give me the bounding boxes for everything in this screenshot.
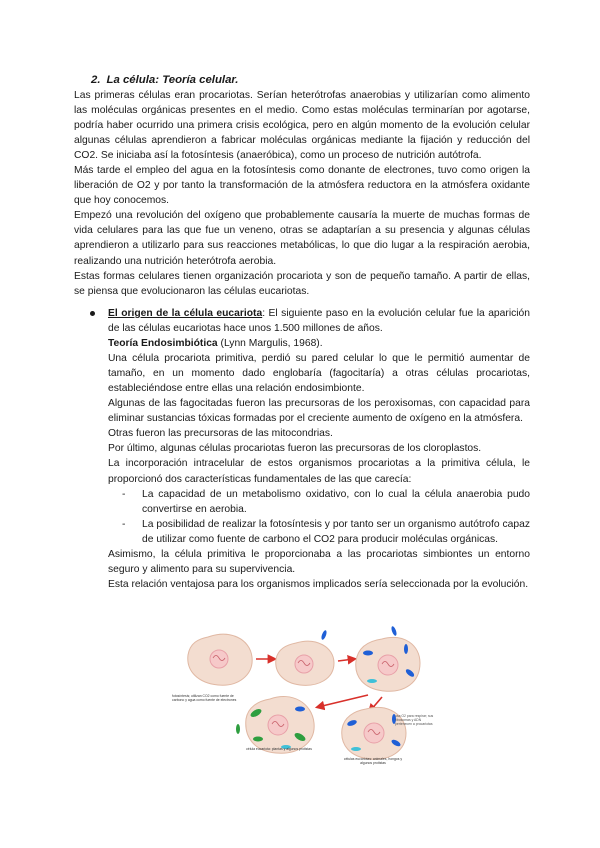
bullet-dot-icon [90,311,95,316]
bullet-item [90,306,530,592]
endosymbiosis-figure [168,625,434,775]
paragraph: Algunas de las fagocitadas fueron las precursoras de los peroxisomas, con capacidad para eliminar sustancias tóxicas formadas por el creciente aumento de oxígeno en la atmósfera. [108,398,530,425]
cell-engulfing [276,630,334,686]
list-item-text: La capacidad de un metabolismo oxidativo, con lo cual la célula anaerobia pudo convertirse en aerobia. [142,488,530,515]
list-item [108,517,530,547]
bullet-intro-text: : El siguiente paso en la evolución celular fue la aparición de las células eucariotas hace unos 1.500 millones de años. [108,308,530,335]
list-item-text: La posibilidad de realizar la fotosíntesis y por tanto ser un organismo autótrofo capaz de utilizar como fuente de carbono el CO2 para producir moléculas orgánicas. [142,518,530,545]
cell-primitive [188,634,252,685]
list-item [108,487,530,517]
paragraph: Estas formas celulares tienen organización procariota y son de pequeño tamaño. A partir de ellas, se piensa que evolucionaron las células eucariotas. [74,270,530,297]
paragraph: Por último, algunas células procariotas fueron las precursoras de los cloroplastos. [108,443,482,455]
theory-ref: (Lynn Margulis, 1968). [217,338,323,350]
dash-list [108,487,530,547]
section-heading [91,74,238,86]
arrow-3 [318,695,368,707]
paragraph: Empezó una revolución del oxígeno que probablemente causaría la muerte de muchas formas de vida celulares para las que fue un veneno, otras se adaptarían a su presencia y algunas células aprendieron a utilizarlo para sus reacciones metabólicas, lo que dio lugar a la respiración aerobia, realizando una nutrición heterótrofa aerobia. [74,210,530,267]
caption-bottom-right: células eucariotas: animales, hongos y algunos protistas [343,757,403,765]
cell-plant [236,696,314,753]
paragraph: Esta relación ventajosa para los organismos implicados sería seleccionada por la evolución. [108,578,529,590]
cell-with-mitochondria [356,626,420,692]
caption-bottom-left: célula eucariota: plantas y algunos protistas [246,747,312,751]
section-title: La célula: Teoría celular. [106,74,239,86]
bullet-eukaryote-origin [90,306,530,592]
caption-left: fotosíntesis; utilizan CO2 como fuente de carbono y agua como fuente de electrones [172,694,237,702]
paragraph: Asimismo, la célula primitiva le proporcionaba a las procariotas simbiontes un entorno seguro y alimento para su supervivencia. [108,548,530,575]
paragraph: Más tarde el empleo del agua en la fotosíntesis como donante de electrones, tuvo como origen la liberación de O2 y por tanto la transformación de la atmósfera reductora en la atmósfera oxidante que hoy conocemos. [74,165,530,207]
arrow-2 [338,659,354,661]
theory-line [108,336,530,351]
bullet-intro [108,306,530,336]
dash-marker: - [122,488,126,500]
caption-right: usa O2 para respirar; sus ribosomas y ADN pertenecen a procariotas [395,714,434,726]
dash-marker: - [122,518,126,530]
paragraph: Las primeras células eran procariotas. Serían heterótrofas anaerobias y utilizarían como alimento las moléculas orgánicas presentes en el medio. Como estas moléculas terminarían por agotarse, podría haber ocurrido una primera crisis ecológica, pero en algún momento de la evolución celular algunas células aprendieron a fabricar moléculas orgánicas mediante la fijación y reducción del CO2. Se iniciaba así la fotosíntesis (anaeróbica), como un proceso de nutrición autótrofa. [74,90,530,162]
intro-text [74,88,530,299]
section-number: 2. [91,74,101,86]
theory-title: Teoría Endosimbiótica [108,338,218,350]
paragraph: Otras fueron las precursoras de las mitocondrias. [108,428,333,440]
bullet-title: El origen de la célula eucariota [108,308,263,319]
paragraph: La incorporación intracelular de estos organismos procariotas a la primitiva célula, le proporcionó dos características fundamentales de las que carecía: [108,458,530,485]
paragraph: Una célula procariota primitiva, perdió su pared celular lo que le permitió aumentar de tamaño, en un momento dado englobaría (fagocitaría) a otras células procariotas, estableciéndose entre ellas una relación endosimbionte. [108,353,530,395]
